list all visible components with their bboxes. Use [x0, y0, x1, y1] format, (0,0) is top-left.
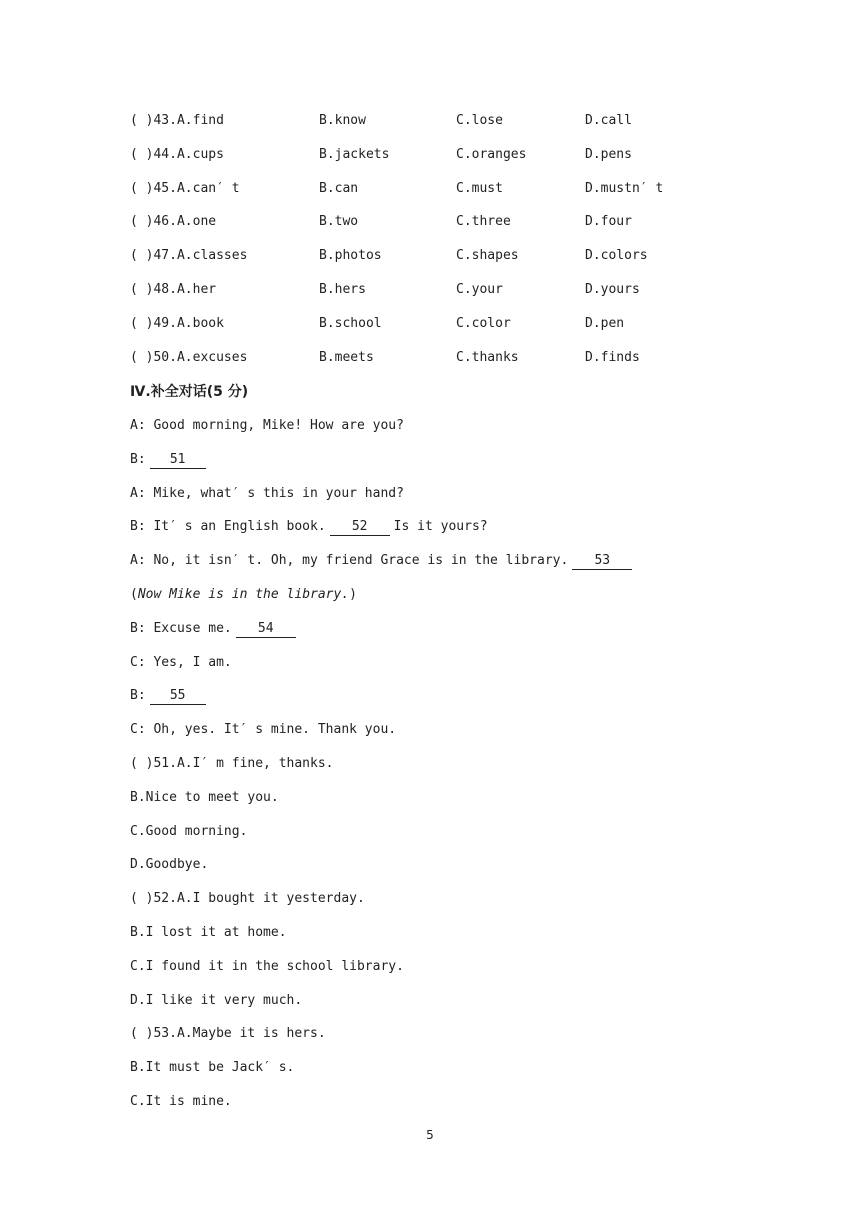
- question-row: [130, 110, 750, 144]
- question-row: [130, 245, 750, 279]
- multiple-choice-list: [130, 110, 750, 380]
- option-b: B.know: [319, 113, 366, 128]
- question-stem: ( )48.A.her: [130, 281, 217, 297]
- option-d: D.yours: [585, 281, 640, 297]
- question-row: [130, 178, 750, 212]
- option-c: C.oranges: [456, 146, 527, 162]
- answer-blank-52: 52: [330, 519, 390, 536]
- option-line: ( )53.A.Maybe it is hers.: [130, 1026, 326, 1042]
- paren-close: ): [349, 586, 357, 602]
- option-c: C.thanks: [456, 349, 519, 365]
- option-c: C.your: [456, 281, 503, 297]
- option-b: B.hers: [319, 281, 366, 297]
- question-row: [130, 144, 750, 178]
- question-stem: ( )50.A.excuses: [130, 349, 248, 365]
- option-d: D.four: [585, 214, 632, 230]
- answer-blank-54: 54: [236, 621, 296, 638]
- option-line: ( )51.A.I′ m fine, thanks.: [130, 755, 334, 771]
- option-b: B.jackets: [319, 146, 390, 162]
- option-line: B.I lost it at home.: [130, 924, 287, 940]
- dialogue-line: [130, 516, 770, 550]
- option-line: C.It is mine.: [130, 1093, 232, 1109]
- dialogue-line: C: Yes, I am.: [130, 654, 232, 670]
- dialogue-line: [130, 685, 770, 719]
- stage-direction: [130, 584, 770, 618]
- option-d: D.pens: [585, 146, 632, 162]
- section-title: Ⅳ.补全对话(5 分): [130, 384, 249, 400]
- stage-direction-text: Now Mike is in the library.: [137, 586, 350, 602]
- question-row: [130, 313, 750, 347]
- dialogue-line: A: Mike, what′ s this in your hand?: [130, 485, 404, 501]
- dialogue-line: C: Oh, yes. It′ s mine. Thank you.: [130, 722, 397, 738]
- option-b: B.photos: [319, 248, 382, 264]
- option-c: C.three: [456, 214, 511, 230]
- option-d: D.call: [585, 113, 632, 128]
- option-c: C.shapes: [456, 248, 519, 264]
- option-line: D.Goodbye.: [130, 857, 209, 873]
- question-stem: ( )43.A.find: [130, 113, 224, 128]
- option-line: D.I like it very much.: [130, 992, 303, 1008]
- option-b: B.two: [319, 214, 359, 230]
- option-d: D.pen: [585, 315, 625, 331]
- question-row: [130, 279, 750, 313]
- question-stem: ( )46.A.one: [130, 214, 217, 230]
- question-stem: ( )47.A.classes: [130, 248, 248, 264]
- option-c: C.lose: [456, 113, 503, 128]
- dialogue-line: A: Good morning, Mike! How are you?: [130, 418, 404, 433]
- option-c: C.color: [456, 315, 511, 331]
- option-d: D.finds: [585, 349, 640, 365]
- option-c: C.must: [456, 180, 503, 196]
- speaker-label: B:: [130, 451, 146, 467]
- dialogue-text: A: No, it isn′ t. Oh, my friend Grace is in the library.: [130, 553, 569, 569]
- option-b: B.meets: [319, 349, 374, 365]
- dialogue-line: [130, 550, 770, 584]
- option-d: D.mustn′ t: [585, 180, 664, 196]
- option-line: C.Good morning.: [130, 823, 248, 839]
- answer-blank-53: 53: [572, 553, 632, 570]
- dialogue: [130, 415, 770, 1125]
- answer-blank-55: 55: [150, 688, 206, 705]
- option-line: ( )52.A.I bought it yesterday.: [130, 891, 365, 907]
- dialogue-line: [130, 618, 770, 652]
- option-b: B.school: [319, 315, 382, 331]
- question-stem: ( )44.A.cups: [130, 146, 224, 162]
- question-row: [130, 347, 750, 381]
- option-b: B.can: [319, 180, 359, 196]
- speaker-label: B:: [130, 688, 146, 704]
- question-stem: ( )49.A.book: [130, 315, 224, 331]
- option-line: B.It must be Jack′ s.: [130, 1060, 295, 1076]
- answer-blank-51: 51: [150, 452, 206, 469]
- page-number: 5: [426, 1128, 434, 1142]
- option-d: D.colors: [585, 248, 648, 264]
- dialogue-text: Is it yours?: [393, 519, 488, 535]
- option-line: B.Nice to meet you.: [130, 789, 279, 805]
- paren-open: (: [130, 586, 138, 602]
- question-row: [130, 211, 750, 245]
- dialogue-line: [130, 449, 770, 483]
- dialogue-text: B: It′ s an English book.: [130, 519, 326, 535]
- option-line: C.I found it in the school library.: [130, 958, 404, 974]
- question-stem: ( )45.A.can′ t: [130, 180, 240, 196]
- dialogue-text: B: Excuse me.: [130, 620, 232, 636]
